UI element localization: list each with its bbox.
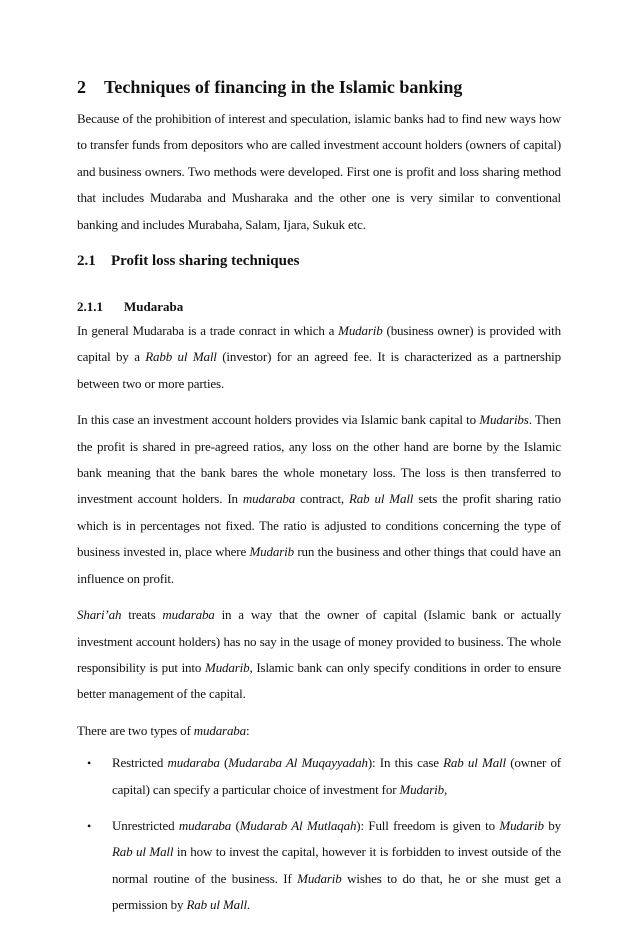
text-run: sets the profit sharing ratio which is in percentages not fixed. The ratio is adjusted to conditions concerning the type of business invested in, place where [77,491,561,560]
text-run: (owner of capital) can specify a particular choice of investment for [112,755,561,797]
italic-term: Rab ul Mall [186,897,247,913]
text-run: In this case an investment account holders provides via Islamic bank capital to [77,412,480,428]
text-run: There are two types of [77,722,194,738]
page-content [77,72,561,929]
text-run: (investor) for an agreed fee. It is characterized as a partnership between two or more parties. [77,349,561,391]
italic-term: Rabb ul Mall [145,349,217,365]
text-run: ( [219,755,229,771]
italic-term: mudaraba [162,607,215,623]
italic-term: Mudaribs [479,412,529,428]
text-run: In general Mudaraba is a trade conract in which a [77,323,339,339]
subsubsection-title: Mudaraba [124,299,184,315]
list-item-restricted [77,750,561,803]
text-run: treats [121,607,163,623]
italic-term: Rab ul Mall [348,491,414,507]
text-run: wishes to do that, he or she must get a permission by [112,870,562,913]
subsection-number: 2.1 [77,253,96,270]
section-heading [77,72,561,102]
italic-term: Mudarib [399,781,444,797]
section-number: 2 [77,77,86,97]
italic-term: mudaraba [242,491,296,507]
italic-term: Mudarab Al Mutlaqah [239,817,357,833]
italic-term: mudaraba [178,817,232,833]
italic-term: Mudarib [205,659,250,675]
italic-term: Mudarib [499,817,544,833]
italic-term: Rab ul Mall [443,755,506,771]
italic-term: mudaraba [193,722,246,738]
italic-term: Shari’ah [77,607,122,623]
bullet-icon: • [87,818,92,833]
italic-term: mudaraba [167,755,220,771]
text-run: . [246,897,251,913]
profit-sharing-paragraph [77,407,561,592]
text-run: ): In this case [367,755,444,771]
subsection-heading [77,248,561,274]
mudaraba-definition-paragraph [77,318,561,397]
text-run: run the business and other things that could have an influence on profit. [77,544,561,586]
text-run: , [443,781,448,797]
text-run: in how to invest the capital, however it is forbidden to invest outside of the normal routine of the business. If [112,844,561,886]
subsubsection-heading [77,296,561,318]
text-run: Restricted [112,755,168,771]
text-run: contract, [295,491,349,507]
text-run: . Then the profit is shared in pre-agreed ratios, any loss on the other hand are borne by the Islamic bank meaning that the bank bares the whole monetary loss. The loss is then transferred to investment account holders. In [77,412,562,507]
subsection-title: Profit loss sharing techniques [111,253,300,270]
text-run: ): Full freedom is given to [356,817,500,833]
italic-term: Mudarib [338,323,383,339]
text-run: : [246,722,250,738]
text-run: Unrestricted [112,817,179,833]
bullet-icon: • [87,756,92,771]
text-run: by [543,817,561,833]
text-run: , Islamic bank can only specify conditions in order to ensure better management of the capital. [77,659,561,702]
list-item-unrestricted [77,813,561,919]
mudaraba-types-list [77,750,561,918]
italic-term: Mudarib [297,870,342,886]
text-run: (business owner) is provided with capital by a [77,323,561,365]
italic-term: Rab ul Mall [112,844,174,860]
section-intro-paragraph: Because of the prohibition of interest and speculation, islamic banks had to find new ways how to transfer funds from depositors who are called investment account holders (owners of capital) and business owners. Two methods were developed. First one is profit and loss sharing method that includes Mudaraba and Musharaka and the other one is very similar to conventional banking and includes Murabaha, Salam, Ijara, Sukuk etc. [77,111,561,232]
shariah-paragraph [77,602,561,708]
text-run: ( [231,817,240,833]
text-run: in a way that the owner of capital (Islamic bank or actually investment account holders) has no say in the usage of money provided to business. The whole responsibility is put into [77,607,561,675]
section-title: Techniques of financing in the Islamic banking [104,77,463,97]
subsubsection-number: 2.1.1 [77,299,103,315]
italic-term: Mudaraba Al Muqayyadah [228,755,368,771]
italic-term: Mudarib [249,544,294,560]
types-intro-paragraph [77,718,561,744]
